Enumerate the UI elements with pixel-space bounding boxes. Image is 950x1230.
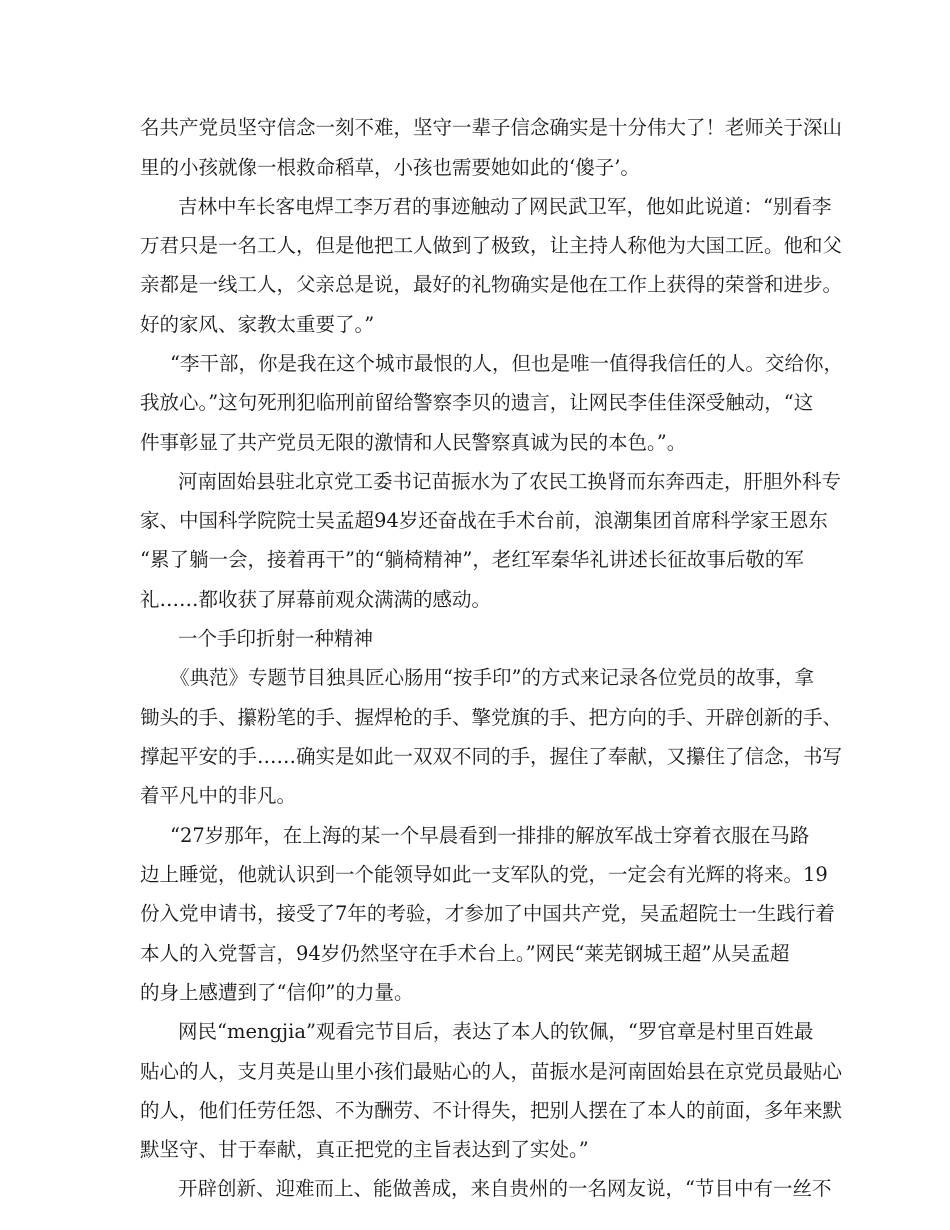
text-line: 本人的入党誓言，94岁仍然坚守在手术台上。”网民“莱芜钢城王超”从吴孟超 [140,942,790,965]
text-line: 件事彰显了共产党员无限的激情和人民警察真诚为民的本色。”。 [140,431,687,454]
text-line: 份入党申请书，接受了7年的考验，才参加了中国共产党，吴孟超院士一生践行着 [140,902,835,925]
text-line: 亲都是一线工人，父亲总是说，最好的礼物确实是他在工作上获得的荣誉和进步。 [140,273,843,296]
text-line: “李干部，你是我在这个城市最恨的人，但也是唯一值得我信任的人。交给你， [170,352,843,375]
text-line: 的人，他们任劳任怨、不为酬劳、不计得失，把别人摆在了本人的前面，多年来默 [140,1099,843,1122]
text-line: 《典范》专题节目独具匠心肠用“按手印”的方式来记录各位党员的故事，拿 [170,666,814,689]
text-line: 锄头的手、攥粉笔的手、握焊枪的手、擎党旗的手、把方向的手、开辟创新的手、 [140,706,843,729]
text-line: 的身上感遭到了“信仰”的力量。 [140,981,414,1004]
text-line: 礼……都收获了屏幕前观众满满的感动。 [140,588,492,611]
text-line: 万君只是一名工人，但是他把工人做到了极致，让主持人称他为大国工匠。他和父 [140,234,843,257]
text-line: 河南固始县驻北京党工委书记苗振水为了农民工换肾而东奔西走，肝胆外科专 [178,470,842,493]
text-line: 我放心。”这句死刑犯临刑前留给警察李贝的遗言，让网民李佳佳深受触动，“这 [140,391,814,414]
text-line: 撑起平安的手……确实是如此一双双不同的手，握住了奉献，又攥住了信念，书写 [140,745,843,768]
text-line: “累了躺一会，接着再干”的“躺椅精神”，老红军秦华礼讲述长征故事后敬的军 [140,548,804,571]
text-line: 边上睡觉，他就认识到一个能领导如此一支军队的党，一定会有光辉的将来。19 [140,863,828,886]
text-line: 默坚守、甘于奉献，真正把党的主旨表达到了实处。” [140,1138,589,1161]
text-line: 网民“mengjia”观看完节目后，表达了本人的钦佩，“罗官章是村里百姓最 [178,1020,814,1043]
text-line: 里的小孩就像一根救命稻草，小孩也需要她如此的‘傻子’。 [140,156,640,179]
text-line: 开辟创新、迎难而上、能做善成，来自贵州的一名网友说，“节目中有一丝不 [178,1177,832,1200]
text-line: 名共产党员坚守信念一刻不难，坚守一辈子信念确实是十分伟大了！老师关于深山 [140,116,843,139]
section-heading: 一个手印折射一种精神 [178,627,374,650]
text-line: 家、中国科学院院士吴孟超94岁还奋战在手术台前，浪潮集团首席科学家王恩东 [140,509,828,532]
text-line: “27岁那年，在上海的某一个早晨看到一排排的解放军战士穿着衣服在马路 [170,824,810,847]
text-line: 好的家风、家教太重要了。” [140,313,375,336]
text-line: 着平凡中的非凡。 [140,784,297,807]
text-line: 贴心的人，支月英是山里小孩们最贴心的人，苗振水是河南固始县在京党员最贴心 [140,1060,843,1083]
text-line: 吉林中车长客电焊工李万君的事迹触动了网民武卫军，他如此说道：“别看李 [178,195,832,218]
